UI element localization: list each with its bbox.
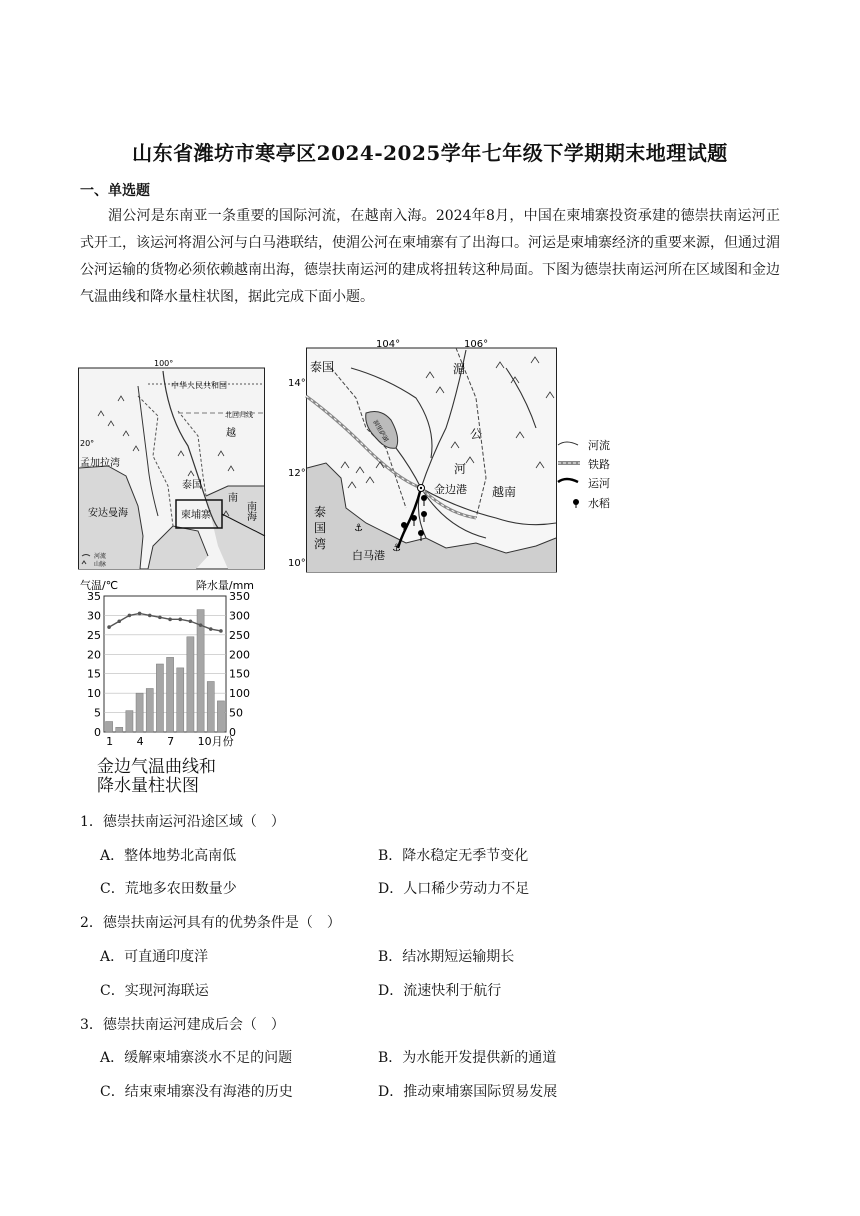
question-2-option-a[interactable]: A．可直通印度洋 bbox=[100, 949, 209, 965]
section-heading: 一、单选题 bbox=[80, 183, 150, 199]
temperature-point bbox=[209, 627, 213, 631]
question-1-option-b[interactable]: B．降水稳定无季节变化 bbox=[378, 848, 529, 864]
chart-ytick-right: 0 bbox=[229, 726, 236, 739]
page-title: 山东省潍坊市寒亭区2024-2025学年七年级下学期期末地理试题 bbox=[132, 141, 728, 165]
overview-map bbox=[78, 356, 268, 570]
lon-104-label: 104° bbox=[376, 339, 401, 350]
question-1-option-a[interactable]: A．整体地势北高南低 bbox=[100, 848, 237, 864]
precip-bar bbox=[126, 711, 133, 732]
precip-bar bbox=[167, 657, 174, 732]
temperature-point bbox=[189, 619, 193, 623]
question-2-option-b[interactable]: B．结冰期短运输期长 bbox=[378, 949, 515, 965]
temperature-point bbox=[148, 614, 152, 618]
chart-ytick-left: 20 bbox=[87, 648, 101, 662]
chart-ytick-right: 100 bbox=[229, 687, 250, 701]
legend-rice: 水稻 bbox=[588, 497, 610, 510]
chart-ytick-left: 15 bbox=[87, 667, 101, 681]
overview-lon-label: 100° bbox=[154, 359, 174, 368]
chart-ylabel-left: 气温/℃ bbox=[80, 579, 119, 592]
precip-bar bbox=[187, 637, 194, 732]
detail-map bbox=[288, 338, 632, 574]
chart-ytick-left: 10 bbox=[87, 687, 101, 701]
chart-xtick: 10月份 bbox=[197, 735, 234, 748]
overview-lat-label: 20° bbox=[80, 439, 95, 448]
precip-bar bbox=[177, 668, 184, 732]
chart-ylabel-right: 降水量/mm bbox=[195, 579, 254, 592]
chart-ytick-left: 30 bbox=[87, 609, 101, 623]
overview-tropic-label: 北回归线 bbox=[225, 411, 253, 419]
chart-ytick-right: 200 bbox=[229, 648, 250, 662]
svg-text:山脉: 山脉 bbox=[94, 561, 107, 568]
chart-ytick-left: 5 bbox=[94, 706, 101, 720]
precip-bar bbox=[217, 701, 224, 732]
precip-bar bbox=[106, 722, 113, 732]
question-3-stem: 3．德崇扶南运河建成后会（ ） bbox=[80, 1017, 285, 1033]
detail-legend bbox=[558, 438, 610, 510]
temperature-point bbox=[128, 614, 132, 618]
overview-thailand-label: 泰国 bbox=[182, 480, 202, 491]
chart-ytick-left: 0 bbox=[94, 726, 101, 739]
intro-paragraph: 湄公河是东南亚一条重要的国际河流，在越南入海。2024年8月，中国在柬埔寨投资承建的德崇扶南运河正式开工，该运河将湄公河与白马港联结，使湄公河在柬埔寨有了出海口。河运是柬埔寨经济的重要来源，但通过湄公河运输的货物必须依赖越南出海，德崇扶南运河的建成将扭转这种局面。下图为德崇扶南运河所在区域图和金边气温曲线和降水量柱状图，据此完成下面小题。 bbox=[80, 208, 780, 305]
port-anchor-icon: ⚓ bbox=[392, 543, 401, 554]
overview-box-label: 柬埔寨 bbox=[181, 510, 211, 521]
question-2-option-d[interactable]: D．流速快利于航行 bbox=[378, 983, 502, 999]
port-label: 白马港 bbox=[352, 549, 385, 562]
lat-10-label: 10° bbox=[288, 558, 306, 569]
lat-14-label: 14° bbox=[288, 378, 306, 389]
gulf-char-2: 国 bbox=[314, 521, 327, 535]
precip-bar bbox=[146, 688, 153, 732]
question-3-option-a[interactable]: A．缓解柬埔寨淡水不足的问题 bbox=[100, 1050, 293, 1066]
precip-bar bbox=[207, 681, 214, 732]
question-2-stem: 2．德崇扶南运河具有的优势条件是（ ） bbox=[80, 915, 341, 931]
chart-ytick-right: 300 bbox=[229, 609, 250, 623]
mekong-char-3: 河 bbox=[454, 462, 467, 476]
mekong-char-2: 公 bbox=[470, 427, 483, 441]
chart-ytick-right: 50 bbox=[229, 706, 243, 720]
temperature-point bbox=[168, 618, 172, 622]
precip-bar bbox=[136, 693, 143, 732]
temperature-point bbox=[117, 619, 121, 623]
legend-railway: 铁路 bbox=[588, 458, 610, 471]
chart-xtick: 7 bbox=[167, 735, 175, 748]
chart-ytick-left: 35 bbox=[87, 590, 101, 603]
temperature-point bbox=[138, 612, 142, 616]
chart-caption bbox=[97, 758, 216, 796]
question-1-option-c[interactable]: C．荒地多农田数量少 bbox=[100, 881, 237, 897]
precip-bar bbox=[156, 664, 163, 732]
temperature-point bbox=[219, 629, 223, 633]
mekong-char-1: 湄 bbox=[453, 362, 466, 376]
chart-xtick: 1 bbox=[106, 735, 114, 748]
precip-bar bbox=[197, 610, 204, 732]
overview-china-label: 中华人民共和国 bbox=[171, 381, 227, 390]
temperature-point bbox=[158, 616, 162, 620]
question-1-stem: 1．德崇扶南运河沿途区域（ ） bbox=[80, 814, 285, 830]
chart-ytick-right: 150 bbox=[229, 667, 250, 681]
legend-canal: 运河 bbox=[588, 477, 610, 490]
lake-label: 洞里萨湖 bbox=[371, 418, 390, 444]
question-1-option-d[interactable]: D．人口稀少劳动力不足 bbox=[378, 881, 530, 897]
overview-andaman-label: 安达曼海 bbox=[88, 508, 128, 519]
anchor-icon: ⚓ bbox=[354, 523, 363, 534]
gulf-char-3: 湾 bbox=[314, 537, 327, 551]
overview-bengal-label: 孟加拉湾 bbox=[80, 458, 120, 469]
overview-nan-label: 南 bbox=[228, 493, 238, 504]
lat-12-label: 12° bbox=[288, 468, 306, 479]
vietnam-label: 越南 bbox=[492, 485, 517, 499]
question-2-option-c[interactable]: C．实现河海联运 bbox=[100, 983, 209, 999]
temperature-point bbox=[199, 623, 203, 627]
lon-106-label: 106° bbox=[464, 339, 489, 350]
question-3-option-c[interactable]: C．结束柬埔寨没有海港的历史 bbox=[100, 1084, 293, 1100]
overview-vietnam-label: 越 bbox=[226, 428, 236, 439]
chart-caption-line-2: 降水量柱状图 bbox=[97, 776, 199, 796]
phnom-penh-label: 金边港 bbox=[434, 483, 467, 496]
climate-chart bbox=[78, 578, 258, 754]
legend-river: 河流 bbox=[588, 439, 610, 452]
temperature-point bbox=[178, 618, 182, 622]
chart-caption-line-1: 金边气温曲线和 bbox=[97, 757, 216, 777]
overview-scs-label: 南海 bbox=[244, 501, 256, 521]
question-3-option-b[interactable]: B．为水能开发提供新的通道 bbox=[378, 1050, 557, 1066]
gulf-char-1: 泰 bbox=[314, 505, 327, 519]
question-3-option-d[interactable]: D．推动柬埔寨国际贸易发展 bbox=[378, 1084, 558, 1100]
temperature-point bbox=[107, 625, 111, 629]
chart-ytick-right: 350 bbox=[229, 590, 250, 603]
svg-text:河流: 河流 bbox=[94, 553, 107, 560]
thailand-label: 泰国 bbox=[310, 360, 335, 374]
chart-ytick-left: 25 bbox=[87, 628, 101, 642]
chart-xtick: 4 bbox=[136, 735, 144, 748]
precip-bar bbox=[116, 727, 123, 732]
chart-ytick-right: 250 bbox=[229, 628, 250, 642]
